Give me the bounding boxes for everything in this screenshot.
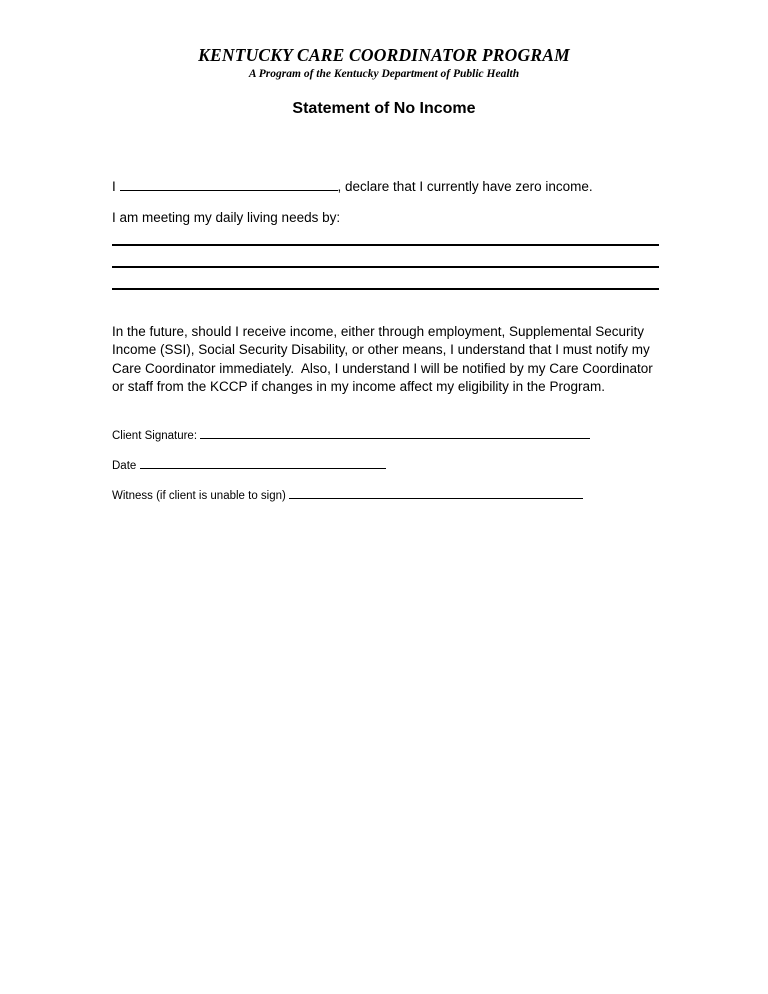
write-line-2[interactable] bbox=[112, 266, 659, 268]
date-field[interactable] bbox=[140, 458, 386, 469]
document-body bbox=[112, 177, 659, 503]
declaration-prefix: I bbox=[112, 179, 116, 194]
write-line-1[interactable] bbox=[112, 244, 659, 246]
write-line-3[interactable] bbox=[112, 288, 659, 290]
program-title: KENTUCKY CARE COORDINATOR PROGRAM bbox=[198, 45, 570, 65]
signature-section bbox=[112, 428, 659, 503]
program-subtitle: A Program of the Kentucky Department of Public Health bbox=[248, 68, 520, 80]
name-blank-field[interactable] bbox=[120, 178, 338, 191]
document-title: Statement of No Income bbox=[292, 100, 476, 117]
client-signature-label: Client Signature: bbox=[112, 429, 198, 442]
document-header bbox=[0, 0, 768, 118]
date-label: Date bbox=[112, 459, 137, 472]
declaration-sentence bbox=[112, 177, 659, 196]
witness-row bbox=[112, 488, 659, 503]
client-signature-row bbox=[112, 428, 659, 443]
needs-prompt: I am meeting my daily living needs by: bbox=[112, 210, 341, 225]
date-row bbox=[112, 458, 659, 473]
needs-write-lines bbox=[112, 244, 659, 290]
client-signature-field[interactable] bbox=[200, 428, 590, 439]
witness-label: Witness (if client is unable to sign) bbox=[112, 489, 286, 502]
declaration-suffix: , declare that I currently have zero income. bbox=[337, 179, 593, 194]
witness-signature-field[interactable] bbox=[289, 488, 583, 499]
future-income-paragraph: In the future, should I receive income, either through employment, Supplemental Security Income (SSI), Social Security Disability, or other means, I understand that I must notify my Care Coordinator immediately. Also, I understand I will be notified by my Care Coordinator or staff from the KCCP if changes in my income affect my eligibility in the Program. bbox=[112, 324, 657, 395]
